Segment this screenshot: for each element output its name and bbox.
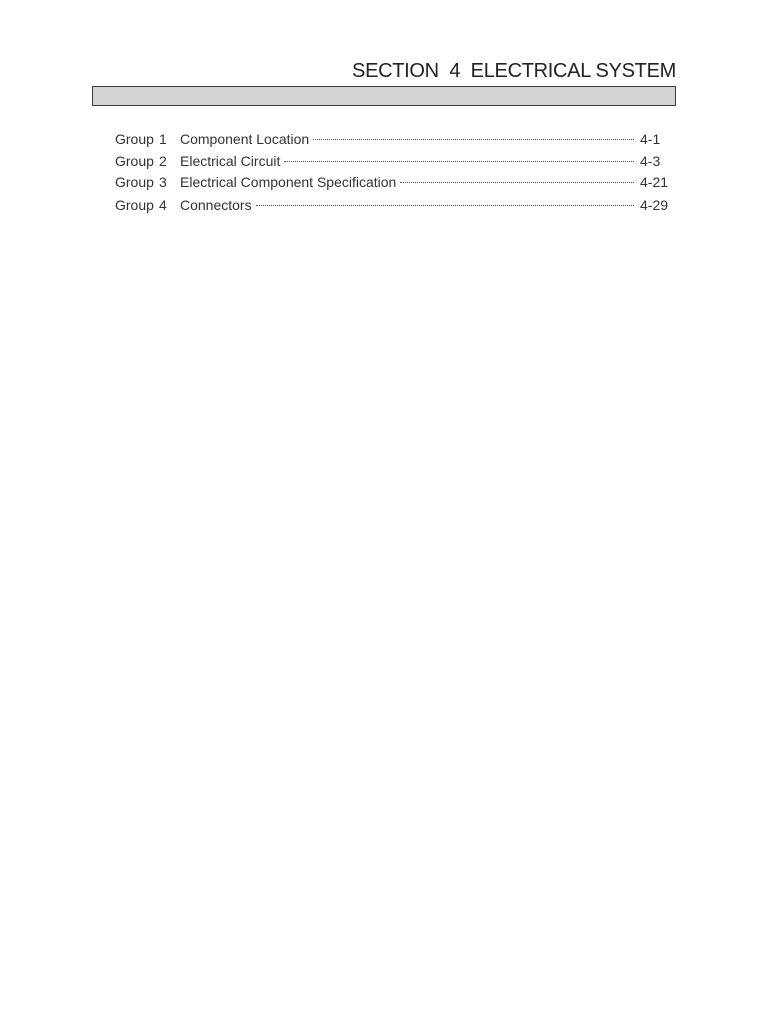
toc-entry: [115, 197, 670, 219]
toc-group-number: 2: [159, 152, 167, 169]
toc-page-ref: 4-29: [640, 196, 669, 213]
toc-group-word: Group: [115, 152, 154, 169]
toc-entry-title: Connectors: [180, 196, 252, 213]
title-bar: [92, 86, 676, 106]
toc-page-ref: 4-21: [640, 174, 669, 190]
toc-dot-leader: [400, 182, 634, 183]
toc-entry: [115, 174, 670, 196]
toc-entry-title: Electrical Circuit: [180, 152, 281, 169]
toc-entry-title: Component Location: [180, 131, 310, 147]
toc-entry: [115, 131, 670, 153]
toc-group-number: 4: [159, 196, 167, 213]
toc-group-word: Group: [115, 174, 154, 190]
toc-group-number: 3: [159, 174, 167, 190]
toc-group-word: Group: [115, 131, 154, 147]
toc-group-number: 1: [159, 131, 167, 147]
toc-group-word: Group: [115, 196, 154, 213]
toc-dot-leader: [284, 161, 634, 162]
section-title: SECTION 4 ELECTRICAL SYSTEM: [352, 60, 676, 82]
toc-dot-leader: [313, 139, 634, 140]
toc-entry-title: Electrical Component Specification: [180, 174, 397, 190]
toc-page-ref: 4-1: [640, 131, 661, 147]
toc-dot-leader: [256, 205, 634, 206]
toc-entry: [115, 153, 670, 175]
table-of-contents: [115, 131, 670, 218]
toc-page-ref: 4-3: [640, 152, 661, 169]
